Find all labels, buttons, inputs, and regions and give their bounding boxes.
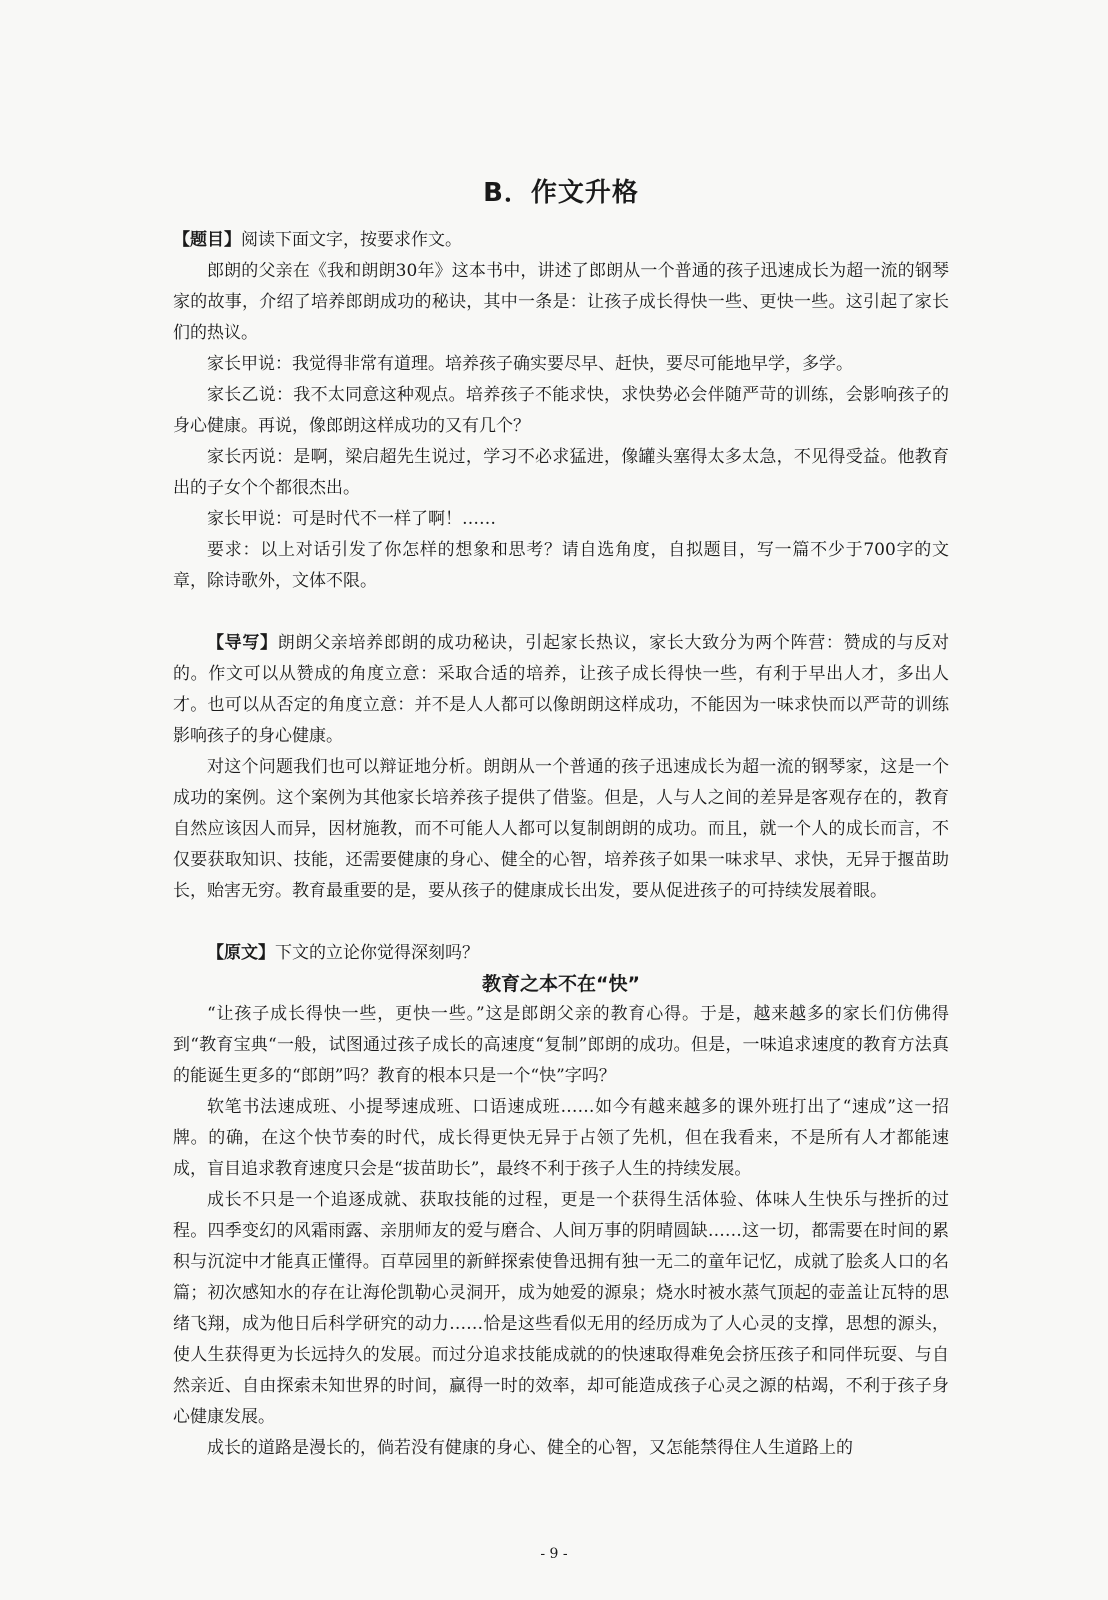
guide-first-text: 朗朗父亲培养郎朗的成功秘诀，引起家长热议，家长大致分为两个阵营：赞成的与反对的。作文可以从赞成的角度立意：采取合适的培养，让孩子成长得快一些，有利于早出人才，多出人才。也可以从否定的角度立意：并不是人人都可以像朗朗这样成功，不能因为一味求快而以严苛的训练影响孩子的身心健康。 — [173, 633, 950, 746]
original-intro-line — [173, 938, 949, 969]
original-intro: 下文的立论你觉得深刻吗？ — [275, 943, 479, 963]
section-title: B．作文升格 — [483, 178, 639, 208]
essay-paragraph: “让孩子成长得快一些，更快一些。”这是郎朗父亲的教育心得。于是，越来越多的家长们仿佛得到“教育宝典“一般，试图通过孩子成长的高速度“复制”郎朗的成功。但是，一味追求速度的教育方法真的能诞生更多的“郎朗”吗？教育的根本只是一个“快”字吗？ — [173, 1004, 949, 1086]
original-label: 【原文】 — [207, 943, 275, 963]
parent-a-reply: 家长甲说：可是时代不一样了啊！…… — [207, 509, 496, 529]
topic-intro-line — [173, 225, 949, 256]
essay-paragraph: 成长不只是一个追逐成就、获取技能的过程，更是一个获得生活体验、体味人生快乐与挫折的过程。四季变幻的风霜雨露、亲朋师友的爱与磨合、人间万事的阴晴圆缺……这一切，都需要在时间的累积与沉淀中才能真正懂得。百草园里的新鲜探索使鲁迅拥有独一无二的童年记忆，成就了脍炙人口的名篇；初次感知水的存在让海伦凯勒心灵洞开，成为她爱的源泉；烧水时被水蒸气顶起的壶盖让瓦特的思绪飞翔，成为他日后科学研究的动力……恰是这些看似无用的经历成为了人心灵的支撑，思想的源头，使人生获得更为长远持久的发展。而过分追求技能成就的的快速取得难免会挤压孩子和同伴玩耍、与自然亲近、自由探索未知世界的时间，赢得一时的效率，却可能造成孩子心灵之源的枯竭，不利于孩子身心健康发展。 — [173, 1190, 949, 1427]
guide-label: 【导写】 — [207, 633, 278, 653]
parent-a-statement: 家长甲说：我觉得非常有道理。培养孩子确实要尽早、赶快，要尽可能地早学，多学。 — [207, 354, 853, 374]
page-content — [173, 172, 949, 1464]
essay-paragraph: 软笔书法速成班、小提琴速成班、口语速成班……如今有越来越多的课外班打出了“速成”这一招牌。的确，在这个快节奏的时代，成长得更快无异于占领了先机，但在我看来，不是所有人才都能速成，盲目追求教育速度只会是“拔苗助长”，最终不利于孩子人生的持续发展。 — [173, 1097, 949, 1179]
guide-second-paragraph: 对这个问题我们也可以辩证地分析。朗朗从一个普通的孩子迅速成长为超一流的钢琴家，这是一个成功的案例。这个案例为其他家长培养孩子提供了借鉴。但是，人与人之间的差异是客观存在的，教育自然应该因人而异，因材施教，而不可能人人都可以复制朗朗的成功。而且，就一个人的成长而言，不仅要获取知识、技能，还需要健康的身心、健全的心智，培养孩子如果一味求早、求快，无异于揠苗助长，贻害无穷。教育最重要的是，要从孩子的健康成长出发，要从促进孩子的可持续发展着眼。 — [173, 757, 949, 901]
topic-label: 【题目】 — [173, 230, 241, 250]
guide-first-paragraph — [173, 628, 949, 752]
topic-paragraph: 郎朗的父亲在《我和朗朗30年》这本书中，讲述了郎朗从一个普通的孩子迅速成长为超一流的钢琴家的故事，介绍了培养郎朗成功的秘诀，其中一条是：让孩子成长得快一些、更快一些。这引起了家长们的热议。 — [173, 261, 949, 343]
essay-title: 教育之本不在“快” — [482, 973, 640, 995]
writing-requirement: 要求：以上对话引发了你怎样的想象和思考？请自选角度，自拟题目，写一篇不少于700字的文章，除诗歌外，文体不限。 — [173, 540, 949, 591]
parent-b-statement: 家长乙说：我不太同意这种观点。培养孩子不能求快，求快势必会伴随严苛的训练，会影响孩子的身心健康。再说，像郎朗这样成功的又有几个？ — [173, 385, 949, 436]
page-number: - 9 - — [540, 1546, 568, 1562]
essay-paragraph: 成长的道路是漫长的，倘若没有健康的身心、健全的心智，又怎能禁得住人生道路上的 — [207, 1438, 853, 1458]
parent-c-statement: 家长丙说：是啊，梁启超先生说过，学习不必求猛进，像罐头塞得太多太急，不见得受益。他教育出的子女个个都很杰出。 — [173, 447, 949, 498]
topic-intro: 阅读下面文字，按要求作文。 — [241, 230, 462, 250]
